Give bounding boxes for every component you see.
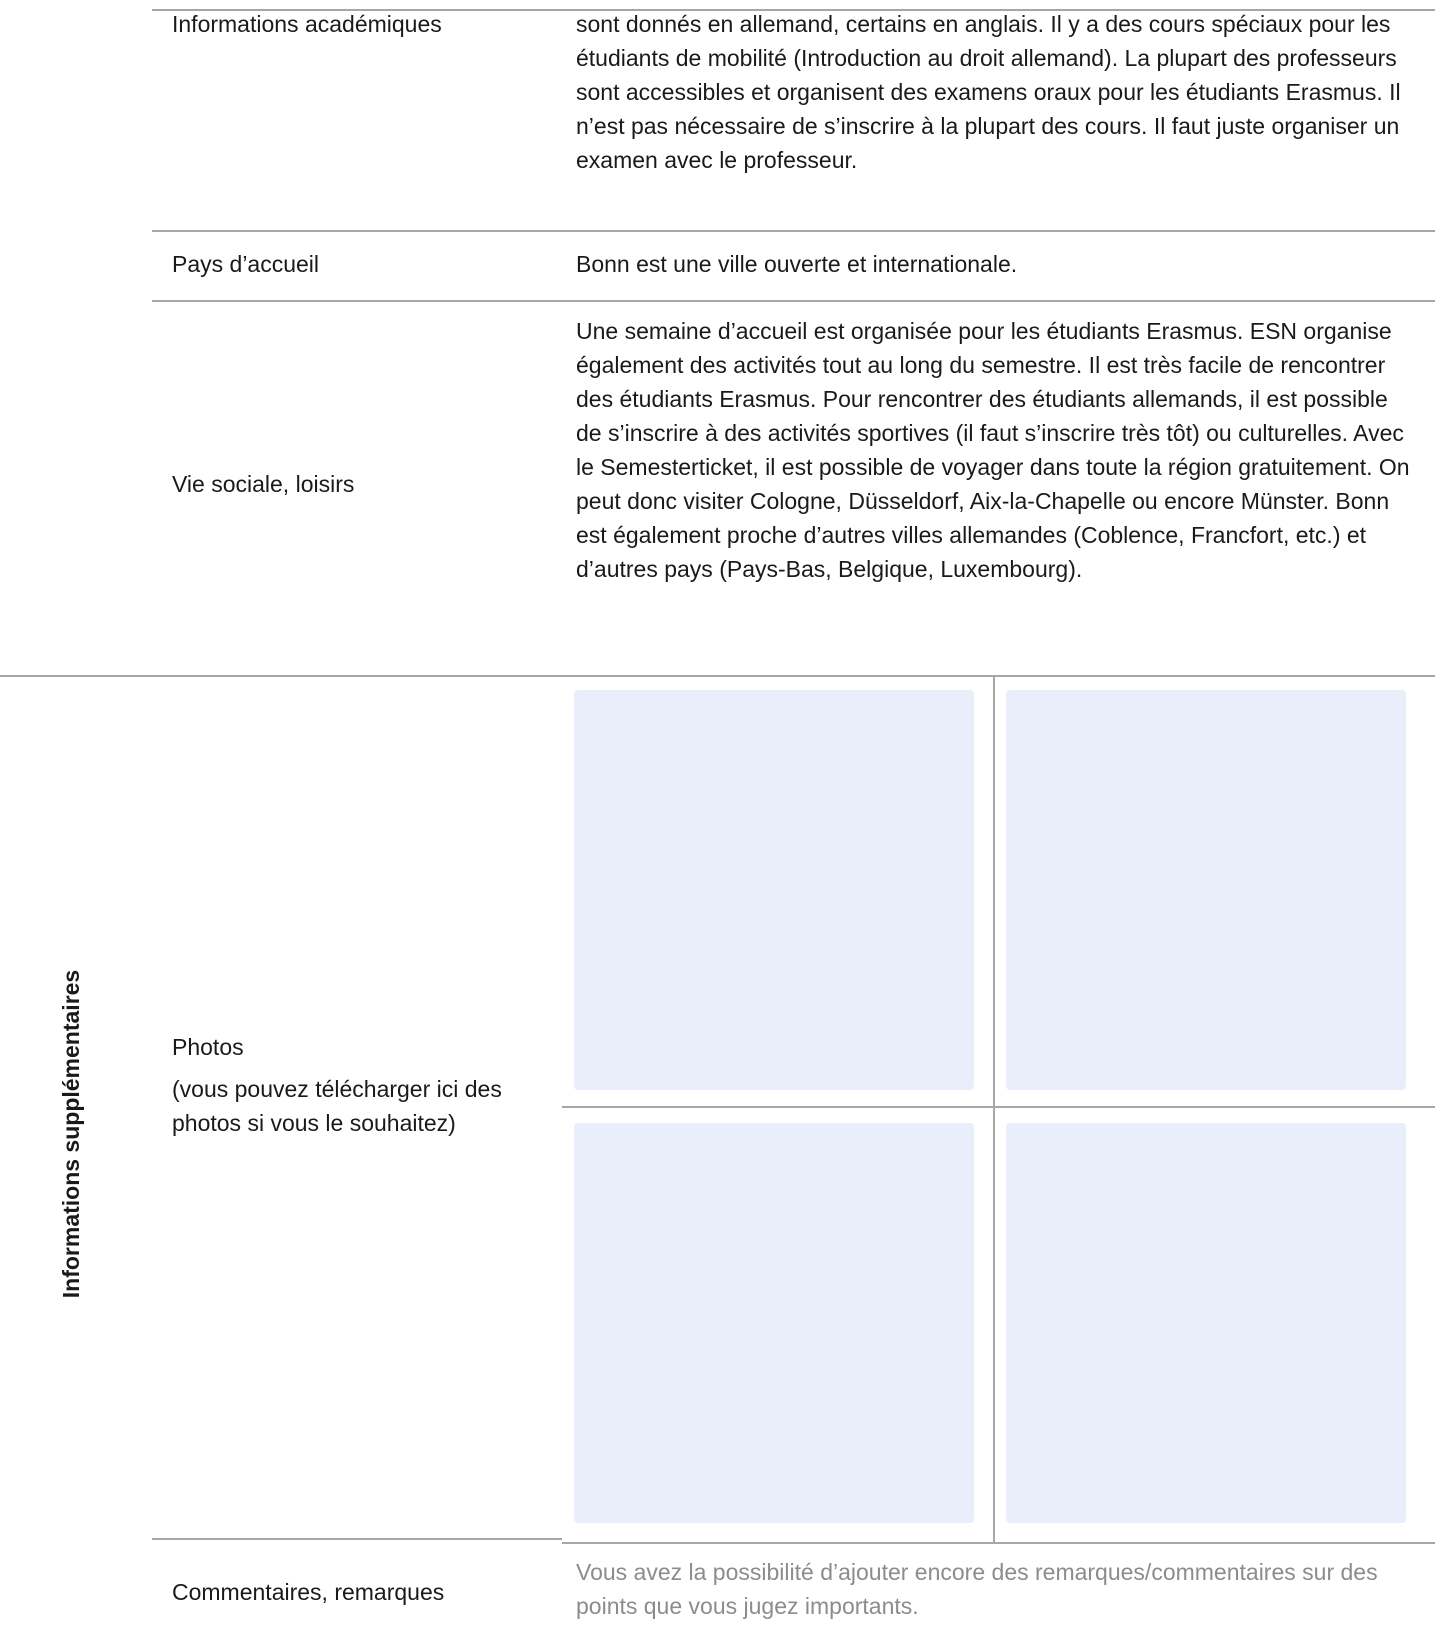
label-photos-hint: (vous pouvez télécharger ici des photos si vous le souhaitez) — [172, 1076, 502, 1136]
text-academic: sont donnés en allemand, certains en anglais. Il y a des cours spéciaux pour les étudiants de mobilité (Introduction au droit allemand). La plupart des professeurs sont accessibles et organisent des examens oraux pour les étudiants Erasmus. Il n’est pas nécessaire de s’inscrire à la plupart des cours. Il faut juste organiser un examen avec le professeur. — [576, 11, 1401, 173]
comments-field[interactable]: Vous avez la possibilité d’ajouter encore des remarques/commentaires sur des points que vous jugez importants. — [576, 1559, 1378, 1619]
photo-slot-1[interactable] — [574, 690, 974, 1090]
rule-photo-grid-middle — [562, 1106, 1435, 1108]
label-photos: Photos — [172, 1034, 244, 1060]
rule-after-photos — [152, 1538, 562, 1540]
photo-slot-3[interactable] — [574, 1123, 974, 1523]
photo-slot-4[interactable] — [1006, 1123, 1406, 1523]
label-comments: Commentaires, remarques — [172, 1579, 445, 1605]
label-photos-block — [172, 1030, 552, 1140]
text-host-country: Bonn est une ville ouverte et internationale. — [576, 251, 1018, 277]
rule-after-host-country — [152, 300, 1435, 302]
rule-after-photos-right — [562, 1542, 1435, 1544]
rule-photo-grid-vertical — [993, 676, 995, 1542]
rule-section-divider — [0, 675, 1435, 677]
photo-slot-2[interactable] — [1006, 690, 1406, 1090]
text-social: Une semaine d’accueil est organisée pour les étudiants Erasmus. ESN organise également des activités tout au long du semestre. Il est très facile de rencontrer des étudiants Erasmus. Pour rencontrer des étudiants allemands, il est possible de s’inscrire à des activités sportives (il faut s’inscrire très tôt) ou culturelles. Avec le Semesterticket, il est possible de voyager dans toute la région gratuitement. On peut donc visiter Cologne, Düsseldorf, Aix-la-Chapelle ou encore Münster. Bonn est également proche d’autres villes allemandes (Coblence, Francfort, etc.) et d’autres pays (Pays-Bas, Belgique, Luxembourg). — [576, 318, 1410, 582]
label-host-country: Pays d’accueil — [172, 251, 320, 277]
label-academic: Informations académiques — [172, 11, 442, 37]
rule-after-academic — [152, 230, 1435, 232]
section-title-text: Informations supplémentaires — [58, 969, 84, 1299]
label-social: Vie sociale, loisirs — [172, 471, 355, 497]
